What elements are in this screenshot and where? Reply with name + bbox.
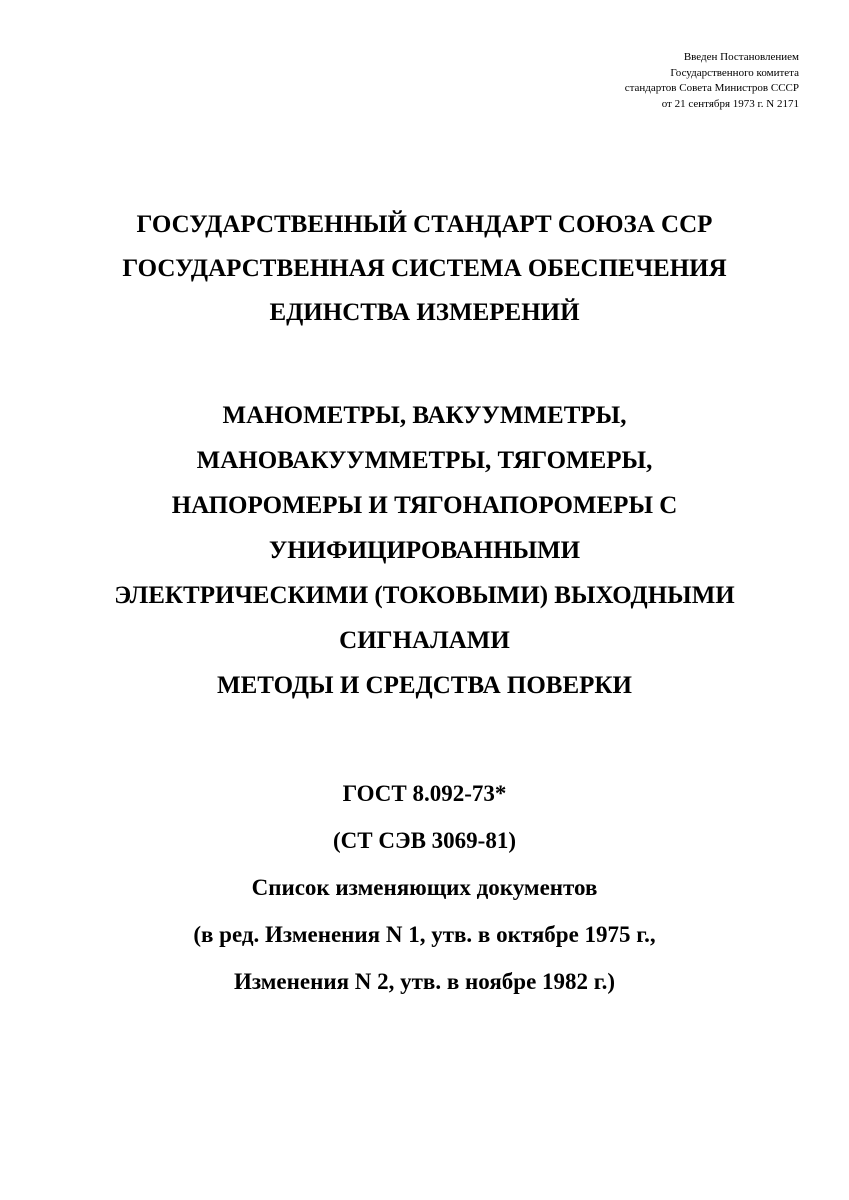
- gost-info: [0, 770, 849, 1005]
- notice-line: Введен Постановлением: [683, 51, 799, 63]
- notice-line: от 21 сентября 1973 г. N 2171: [661, 97, 799, 110]
- changes-heading: Список изменяющих документов: [251, 875, 598, 900]
- title-line: НАПОРОМЕРЫ И ТЯГОНАПОРОМЕРЫ С: [171, 492, 678, 519]
- title-line: МАНОМЕТРЫ, ВАКУУММЕТРЫ,: [222, 402, 627, 429]
- standard-header: [0, 203, 849, 335]
- header-line: ГОСУДАРСТВЕННАЯ СИСТЕМА ОБЕСПЕЧЕНИЯ: [122, 255, 727, 282]
- notice-line: стандартов Совета Министров СССР: [624, 82, 799, 94]
- title-line: МЕТОДЫ И СРЕДСТВА ПОВЕРКИ: [217, 672, 632, 699]
- notice-line: Государственного комитета: [670, 66, 799, 79]
- document-title: [0, 393, 849, 708]
- changes-line: Изменения N 2, утв. в ноябре 1982 г.): [233, 969, 616, 994]
- cmea-standard: (СТ СЭВ 3069-81): [333, 828, 516, 853]
- gost-number: ГОСТ 8.092-73*: [342, 781, 507, 806]
- header-line: ГОСУДАРСТВЕННЫЙ СТАНДАРТ СОЮЗА ССР: [136, 211, 713, 238]
- title-line: МАНОВАКУУММЕТРЫ, ТЯГОМЕРЫ,: [196, 447, 653, 474]
- changes-line: (в ред. Изменения N 1, утв. в октябре 1975 г.,: [193, 922, 656, 947]
- adoption-notice: [625, 50, 799, 112]
- title-line: ЭЛЕКТРИЧЕСКИМИ (ТОКОВЫМИ) ВЫХОДНЫМИ: [114, 582, 735, 609]
- title-line: СИГНАЛАМИ: [339, 627, 510, 654]
- title-line: УНИФИЦИРОВАННЫМИ: [268, 537, 581, 564]
- header-line: ЕДИНСТВА ИЗМЕРЕНИЙ: [269, 299, 580, 326]
